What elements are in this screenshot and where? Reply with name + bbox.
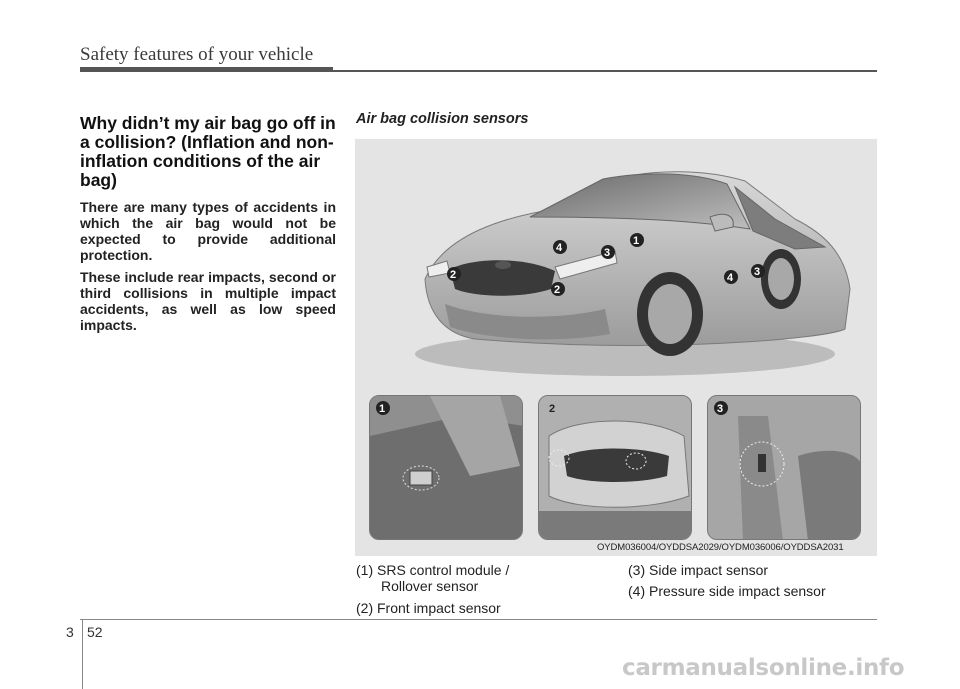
car-marker-label: 2 — [450, 269, 457, 281]
page-number: 52 — [87, 624, 103, 640]
figure-code: OYDM036004/OYDDSA2029/OYDM036006/OYDDSA2031 — [597, 542, 844, 553]
car-front-illustration-icon — [539, 396, 692, 540]
inset-front-sensor — [538, 395, 692, 540]
car-marker-label: 1 — [633, 235, 640, 247]
car-marker-label: 4 — [727, 272, 734, 284]
legend-item-2: (2) Front impact sensor — [356, 600, 501, 616]
legend-item-1: (1) SRS control module / — [356, 562, 510, 578]
b-pillar-illustration-icon — [708, 396, 861, 540]
section-heading: Why didn’t my air bag go off in a collision? (Inflation and non-inflation conditions of the air bag) — [80, 113, 336, 190]
inset-label: 3 — [717, 403, 724, 415]
body-paragraph-1: There are many types of accidents in which the air bag would not be expected to provide additional protection. — [80, 199, 336, 263]
car-marker-label: 2 — [554, 284, 561, 296]
console-illustration-icon — [370, 396, 523, 540]
section-header-title: Safety features of your vehicle — [80, 44, 314, 65]
watermark: carmanualsonline.info — [622, 655, 905, 681]
car-marker-label: 3 — [754, 266, 761, 278]
left-column — [80, 114, 336, 333]
body-paragraph-2: These include rear impacts, second or third collisions in multiple impact accidents, as well as low speed impacts. — [80, 269, 336, 333]
inset-label: 1 — [379, 403, 386, 415]
figure-title: Air bag collision sensors — [356, 111, 529, 127]
footer-divider — [82, 620, 83, 689]
car-marker-label: 4 — [556, 242, 563, 254]
chapter-number: 3 — [66, 624, 74, 640]
inset-side-sensor — [707, 395, 861, 540]
car-marker-label: 3 — [604, 247, 611, 259]
legend-item-3: (3) Side impact sensor — [628, 562, 769, 578]
header-rule — [333, 70, 877, 72]
legend-item-1-continued: Rollover sensor — [381, 578, 479, 594]
inset-srs-module — [369, 395, 523, 540]
inset-label: 2 — [549, 403, 556, 415]
legend-item-4: (4) Pressure side impact sensor — [628, 583, 826, 599]
footer-rule — [80, 619, 877, 620]
header-bar — [80, 67, 333, 72]
